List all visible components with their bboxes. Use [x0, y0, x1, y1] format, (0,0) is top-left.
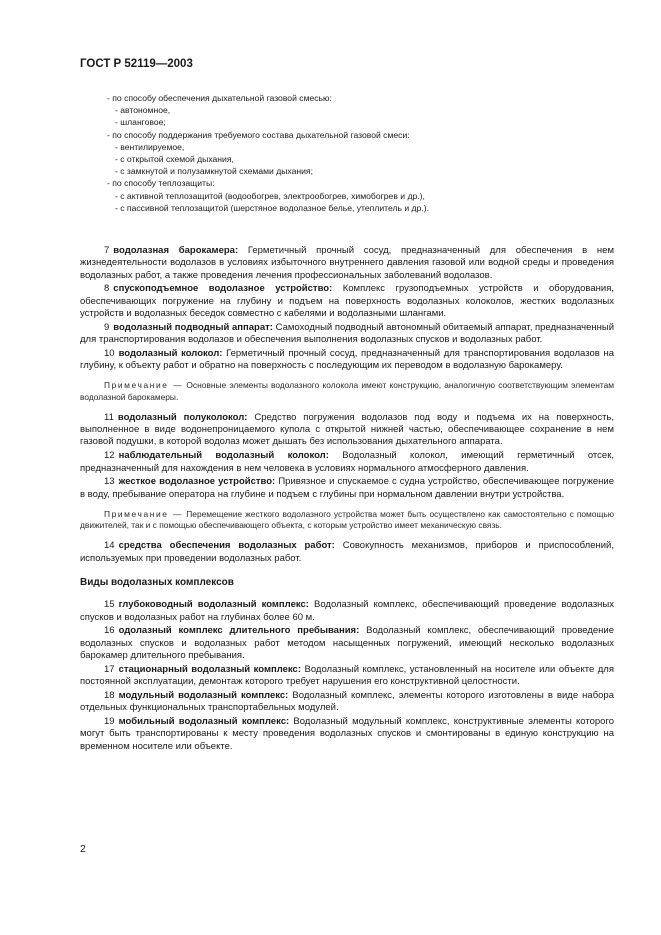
item-text: Герметичный прочный сосуд, предназначенный для транспортирования водолазов на глубину, к объекту работ и обратно на поверхность с последующим их переводом в водолазную барокамеру. [80, 347, 615, 372]
item-term: водолазный колокол: [118, 347, 223, 359]
item-number: 18 [104, 689, 115, 701]
item-term: водолазный полуколокол: [117, 411, 248, 423]
list-item: - автономное, [115, 105, 171, 116]
item-term: модульный водолазный комплекс: [118, 689, 289, 701]
item-text: Водолазный комплекс, обеспечивающий проведение водолазных спусков и водолазных работ на глубинах более 60 м. [80, 599, 615, 623]
note-label: Примечание — [104, 508, 184, 519]
definition-item [80, 412, 614, 449]
item-term: жесткое водолазное устройство: [118, 476, 276, 488]
item-term: мобильный водолазный комплекс: [118, 715, 290, 727]
item-term: водолазный подводный аппарат: [113, 321, 273, 333]
item-term: стационарный водолазный комплекс: [118, 663, 301, 675]
list-item: - по способу поддержания требуемого состава дыхательной газовой смеси: [107, 129, 410, 140]
item-term: глубоководный водолазный комплекс: [118, 599, 309, 611]
item-number: 12 [104, 450, 115, 462]
list-item: - по способу теплозащиты: [107, 178, 215, 189]
definition-item [80, 599, 614, 624]
definition-item [80, 540, 614, 565]
note-text: Перемещение жесткого водолазного устройства может быть осуществлено как самостоятельно с помощью движителей, так и с помощью обеспечивающего объекта, с которым устройство имеет механическую связь. [80, 508, 615, 531]
item-term: наблюдательный водолазный колокол: [118, 450, 329, 462]
definition-item [80, 664, 614, 689]
classification-list [107, 92, 587, 214]
item-number: 19 [104, 715, 115, 727]
item-number: 13 [104, 476, 115, 488]
item-text: Водолазный комплекс, элементы которого изготовлены в виде набора отдельных функциональных транспортабельных модулей. [80, 689, 614, 714]
list-item: - вентилируемое, [115, 141, 185, 152]
item-text: Водолазный модульный комплекс, конструктивные элементы которого могут быть транспортированы к месту проведения водолазных спусков и смонтированы в единую конструкцию на временном носителе или объекте. [80, 715, 614, 752]
item-number: 8 [104, 283, 110, 295]
list-item: - с активной теплозащитой (водообогрев, электрообогрев, химобогрев и др.), [115, 190, 425, 201]
item-text: Водолазный колокол, имеющий герметичный отсек, предназначенный для нахождения в нем человека в условиях нормального атмосферного давления. [80, 450, 614, 474]
definition-item [80, 283, 614, 320]
definition-item [80, 348, 614, 373]
list-item: - по способу обеспечения дыхательной газовой смесью: [107, 93, 332, 103]
item-number: 16 [104, 625, 115, 637]
list-item: - с замкнутой и полузамкнутой схемами дыхания; [115, 166, 313, 177]
definition-item [80, 450, 614, 475]
definition-item [80, 716, 614, 753]
item-number: 10 [104, 347, 115, 359]
list-item: - с пассивной теплозащитой (шерстяное водолазное белье, утеплитель и др.). [115, 202, 429, 213]
item-term: спускоподъемное водолазное устройство: [113, 283, 333, 295]
item-term: средства обеспечения водолазных работ: [118, 540, 335, 552]
item-number: 9 [104, 321, 110, 333]
item-term: одолазный комплекс длительного пребывания: [118, 625, 360, 637]
note-text: Основные элементы водолазного колокола имеют конструкцию, аналогичную соответствующим элементам водолазной барокамеры. [80, 380, 614, 402]
section-heading: Виды водолазных комплексов [80, 576, 234, 588]
document-header: ГОСТ Р 52119—2003 [80, 58, 193, 70]
definition-item [80, 690, 614, 715]
item-term: водолазная барокамера: [113, 245, 239, 256]
definition-item [80, 322, 614, 347]
note [80, 509, 614, 531]
item-number: 11 [104, 411, 114, 423]
item-number: 7 [104, 245, 110, 256]
page-number: 2 [80, 843, 86, 855]
item-text: Водолазный комплекс, установленный на носителе или объекте для постоянной эксплуатации, демонтаж которого требует нарушения его конструктивной целостности. [80, 663, 614, 688]
item-number: 17 [104, 663, 115, 675]
definition-item [80, 476, 614, 501]
item-text: Комплекс грузоподъемных устройств и оборудования, обеспечивающих погружение на глубину и подъем на поверхность водолазных колоколов, жестких водолазных устройств и водолазных беседок совместно с кабелями и водолазными шлангами. [80, 283, 614, 319]
item-text: Самоходный подводный автономный обитаемый аппарат, предназначенный для транспортирования водолазов и обеспечения выполнения водолазных спусков и водолазных работ. [80, 321, 615, 346]
item-number: 15 [104, 599, 115, 611]
item-text: Средство погружения водолазов под воду и подъема их на поверхность, выполненное в виде водонепроницаемого купола с открытой нижней частью, обеспечивающее сохранение в нем газовой подушки, в которой водолаз может дышать без использования дыхательного аппарата. [80, 411, 615, 448]
note-label: Примечание — [104, 380, 184, 391]
note [80, 380, 614, 402]
list-item: - с открытой схемой дыхания, [115, 154, 234, 165]
document-body [80, 245, 614, 754]
definition-item [80, 245, 614, 282]
definition-item [80, 625, 614, 662]
item-text: Привязное и спускаемое с судна устройство, обеспечивающее погружение в воду, пребывание оператора на глубине и подъем с глубины при нормальном давлении внутри устройства. [80, 476, 614, 500]
list-item: - шланговое; [115, 117, 166, 128]
item-number: 14 [104, 540, 115, 552]
item-text: Водолазный комплекс, обеспечивающий проведение водолазных спусков и водолазных работ методом насыщенных погружений, имеющий несколько водолазных барокамер длительного пребывания. [80, 625, 615, 661]
item-text: Совокупность механизмов, приборов и приспособлений, используемых при проведении водолазных работ. [80, 540, 614, 564]
item-text: Герметичный прочный сосуд, предназначенный для обеспечения в нем жизнедеятельности водолазов в условиях избыточного внутреннего давления газовой или водной среды и проведения водолазных работ, а также проведения лечения профессиональных заболеваний водолазов. [80, 245, 614, 281]
